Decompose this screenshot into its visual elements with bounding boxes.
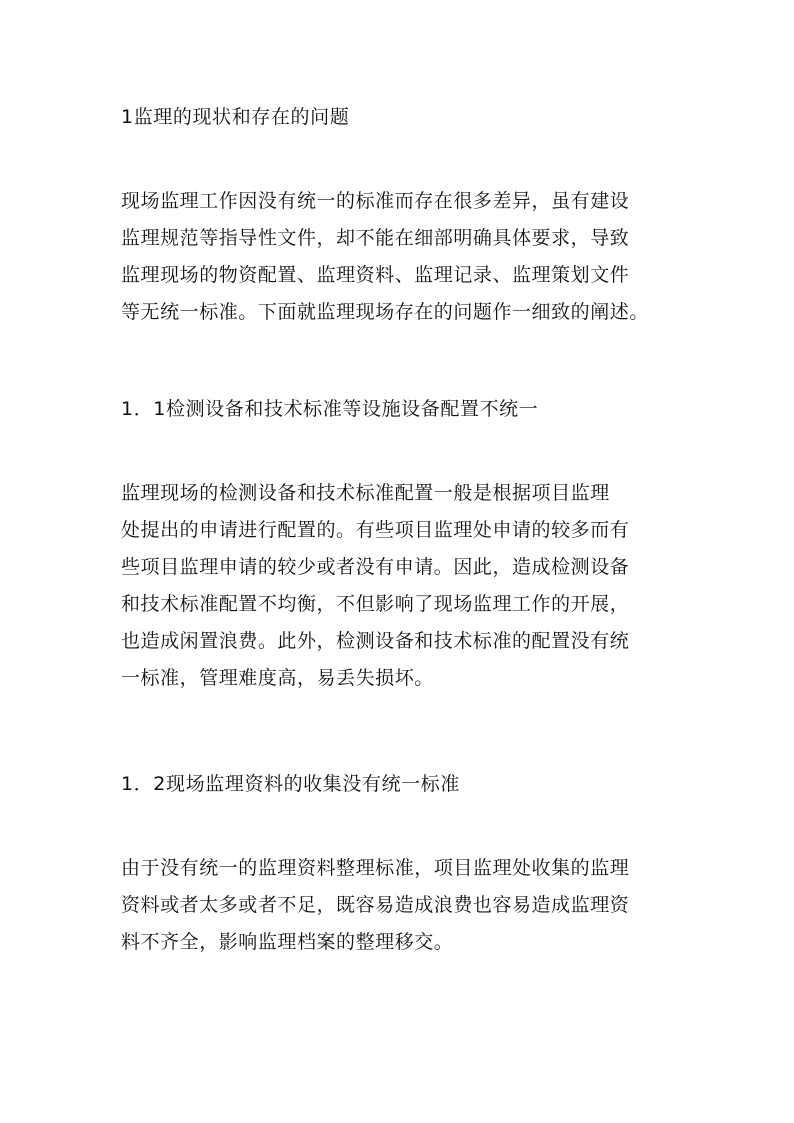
paragraph-line: 料不齐全，影响监理档案的整理移交。 bbox=[121, 931, 454, 953]
paragraph-line: 现场监理工作因没有统一的标准而存在很多差异，虽有建设 bbox=[121, 190, 630, 212]
paragraph-line: 监理现场的物资配置、监理资料、监理记录、监理策划文件 bbox=[121, 264, 630, 286]
section-heading-1-1: 1．1检测设备和技术标准等设施设备配置不统一 bbox=[121, 398, 539, 420]
paragraph-line: 和技术标准配置不均衡，不但影响了现场监理工作的开展， bbox=[121, 593, 630, 615]
paragraph-line: 等无统一标准。下面就监理现场存在的问题作一细致的阐述。 bbox=[121, 301, 649, 323]
paragraph-line: 监理规范等指导性文件，却不能在细部明确具体要求，导致 bbox=[121, 227, 630, 249]
section-heading-1-2: 1．2现场监理资料的收集没有统一标准 bbox=[121, 773, 460, 795]
paragraph-line: 监理现场的检测设备和技术标准配置一般是根据项目监理 bbox=[121, 482, 610, 504]
paragraph-line: 处提出的申请进行配置的。有些项目监理处申请的较多而有 bbox=[121, 519, 630, 541]
paragraph-line: 由于没有统一的监理资料整理标准，项目监理处收集的监理 bbox=[121, 857, 630, 879]
section-heading-1: 1监理的现状和存在的问题 bbox=[121, 106, 350, 128]
paragraph-3 bbox=[121, 850, 681, 961]
paragraph-line: 一标准，管理难度高，易丢失损坏。 bbox=[121, 667, 434, 689]
paragraph-2 bbox=[121, 475, 681, 697]
paragraph-line: 也造成闲置浪费。此外，检测设备和技术标准的配置没有统 bbox=[121, 630, 630, 652]
paragraph-line: 资料或者太多或者不足，既容易造成浪费也容易造成监理资 bbox=[121, 894, 630, 916]
paragraph-line: 些项目监理申请的较少或者没有申请。因此，造成检测设备 bbox=[121, 556, 630, 578]
paragraph-1 bbox=[121, 183, 681, 331]
